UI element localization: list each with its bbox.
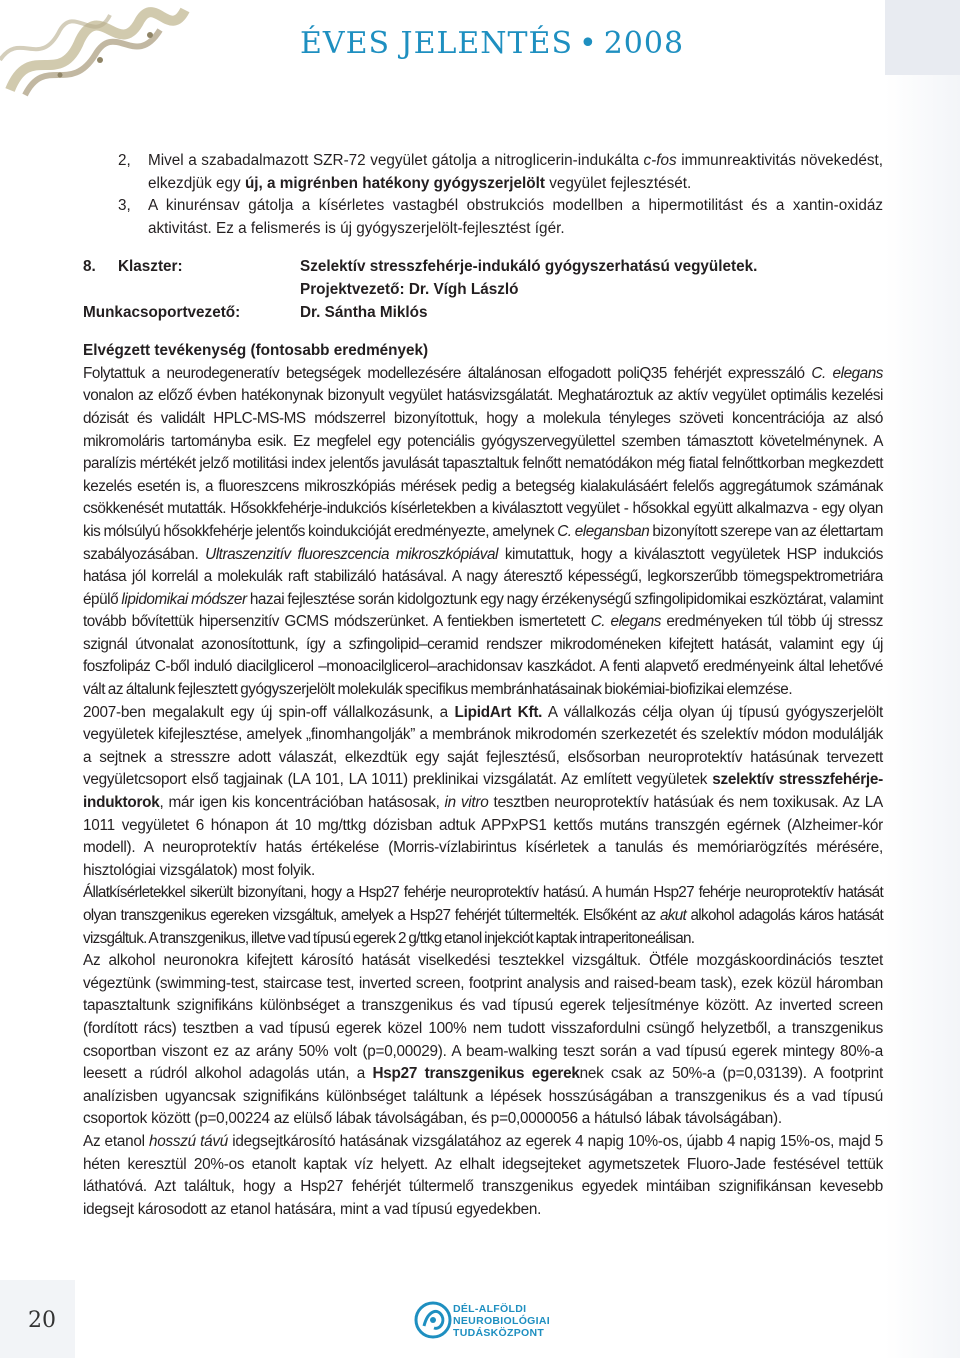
text-run: Állatkísérletekkel sikerült bizonyítani, hogy a Hsp27 fehérje neuroprotektív hatású. A humán Hsp27 fehérje neuroprotektív hatását olyan transzgenikus egereken vizsgáltuk, amelyek a Hsp27 fehérjét túltermelték. Elsőként az <box>83 884 883 924</box>
report-title <box>300 26 684 61</box>
paragraph <box>83 702 883 883</box>
italic-run: Ultraszenzitív fluoreszcencia mikroszkópiával <box>205 545 498 563</box>
page-content <box>83 150 883 1221</box>
bold-run: LipidArt Kft. <box>454 703 543 721</box>
section-title: Elvégzett tevékenység (fontosabb eredmények) <box>83 342 429 360</box>
paragraph <box>83 363 883 702</box>
text-run: alkohol adagolás káros hatását vizsgáltuk. A transzgenikus, illetve vad típusú egerek 2 g/ttkg etanol injekciót kaptak intraperitoneálisan. <box>83 907 883 947</box>
institute-logo-text <box>453 1303 550 1339</box>
list-item-number: 2, <box>118 152 131 169</box>
text-run: Folytattuk a neurodegeneratív betegségek modellezésére általánosan elfogadott poliQ35 fehérjét expresszáló <box>83 364 812 382</box>
bold-run: új, a migrénben hatékony gyógyszerjelölt <box>244 174 545 192</box>
paragraph <box>83 1131 883 1221</box>
text-run: tesztben neuroprotektív hatásúak és nem toxikusak. Az LA 1011 vegyületet 6 hónapon át 10 mg/ttkg dózisban adtuk APPxPS1 kettős mutáns transzgén egérnek (Alzheimer-kór modell). A neuroprotektív hatás értékelése (Morris-vízlabirintus kísérletek a tanulás és memóriarögzítés mérésére, hisztológiai vizsgálatok) most folyik. <box>83 794 883 879</box>
text-run: bizonyított szerepe van az élettartam szabályozásában. <box>83 522 883 563</box>
text-run: 2007-ben megalakult egy új spin-off vállalkozásunk, a <box>83 703 455 721</box>
text-run: Az alkohol neuronokra kifejtett károsító hatását viselkedési tesztekkel vizsgáltuk. Ötféle mozgáskoordinációs tesztet végeztünk (swimming-test, staircase test, inverted screen, footprint analysis and raised-beam task), ezek közül háromban tapasztaltunk szignifikáns különbséget a transzgenikus és vad típusú egerek teljesítménye között. Az inverted screen (fordított rács) tesztben a vad típusú egerek közel 100% nem tudott visszafordulni csüngő helyzetből, a transzgenikus csoportban viszont ez az arány 50% volt (p=0,00029). A beam-walking teszt során a vad típusú egerek mintegy 80%-a leesett a rúdról alkohol adagolás után, a <box>83 952 883 1083</box>
decorative-corner <box>885 0 960 75</box>
logo-line-2: NEUROBIOLÓGIAI <box>453 1315 550 1327</box>
italic-run: C. elegansban <box>557 522 650 540</box>
cluster-block <box>83 256 883 324</box>
bold-run: Hsp27 transzgenikus egerek <box>372 1065 580 1083</box>
text-run: A kinurénsav gátolja a kísérletes vastagbél obstrukciós modellben a hipermotilitást és a xantin-oxidáz aktivitást. Ez a felismerés is új gyógyszerjelölt-fejlesztést ígér. <box>148 197 883 237</box>
italic-run: c-fos <box>643 152 677 169</box>
italic-run: C. elegans <box>811 364 883 382</box>
text-run: Mivel a szabadalmazott SZR-72 vegyület gátolja a nitroglicerin-indukálta <box>148 152 644 169</box>
protein-ribbon-illustration <box>0 0 230 100</box>
cluster-row-leader <box>83 279 883 302</box>
report-year: 2008 <box>603 26 685 61</box>
text-run: nek csak az 50%-a (p=0,03139). A footprint analízisben ugyancsak szignifikáns különbséget találtunk a lépések hosszúságában a transzgenikus és a vad típusú csoportok között (p=0,00224 az elülső lábak távolságában, és p=0,0000056 a hátulsó lábak távolságában). <box>83 1065 884 1128</box>
text-run: eredményeken túl több új stressz szignál útvonalat azonosítottunk, így a szfingolipid–ceramid rendszer mikrodoméneken kifejtett hatását, valamint egy új foszfolipáz C-ből induló diacilglicerol –monoacilglicerol–arachidonsav kaszkádot. A fenti alapvető eredményeink által lehetővé vált az általunk fejlesztett gyógyszerjelölt molekulák specifikus membránhatásainak biokémiai-biofizikai elemzése. <box>83 613 883 699</box>
list-item <box>83 150 883 195</box>
italic-run: akut <box>659 907 687 924</box>
text-run: immunreaktivitás növekedést, elkezdjük egy <box>148 152 883 192</box>
logo-line-3: TUDÁSKÖZPONT <box>453 1327 545 1339</box>
paragraph <box>83 950 883 1131</box>
italic-run: lipidomikai módszer <box>121 590 247 608</box>
cluster-row-group <box>83 302 883 325</box>
paragraph <box>83 882 883 950</box>
list-item <box>83 195 883 240</box>
bold-run: szelektív stresszfehérje-induktorok <box>83 771 883 812</box>
text-run: idegsejtkárosító hatásának vizsgálatához az egerek 4 napig 10%-os, újabb 4 napig 15%-os, majd 5 héten keresztül 20%-os etanolt kaptak víz helyett. Az elhalt idegsejteket agymetszetek Fluoro-Jade festésével tettük láthatóvá. Azt találtuk, hogy a Hsp27 fehérjét túltermelő transzgenikus egyedek mintáiban szignifikánsan kevesebb idegsejt károsodott az etanol hatására, mint a vad típusú egyedekben. <box>83 1132 883 1218</box>
numbered-list <box>83 150 883 240</box>
cluster-title: Szelektív stresszfehérje-indukáló gyógyszerhatású vegyületek. <box>300 258 758 276</box>
project-leader-name: Dr. Vígh László <box>408 280 519 298</box>
cluster-row-title <box>83 256 883 279</box>
text-run: vonalon az előző évben hatékonynak bizonyult vegyület hatásvizsgálatát. Meghatároztuk az aktív vegyület optimális kezelési dózisát és validált HPLC-MS-MS módszerrel bizonyítottuk, hogy a molekula tényleges szöveti koncentrációja az alsó mikromoláris tartományba esik. Ez megfelel egy potenciális gyógyszervegyülettel szemben támasztott követelménynek. A paralízis mértékét jelző motilitási index jelentős javulását tapasztaltuk felnőtt nematódákon még fiatal felnőttkorban megkezdett kezelés esetén is, a fluoreszcens mikroszkópiás mérések pedig a betegség kialakulásáért felelős aggregátumok számának csökkenését mutatták. Hősokkfehérje-indukciós kísérletekben a kiválasztott vegyület - hősokkal együtt alkalmazva - egy olyan kis mólsúlyú hősokkfehérje jelentős koindukcióját eredményezte, amelynek <box>83 387 883 540</box>
title-separator: • <box>579 26 598 61</box>
italic-run: hosszú távú <box>148 1132 229 1150</box>
group-leader-label: Munkacsoportvezető: <box>83 303 241 321</box>
list-item-text <box>148 195 883 240</box>
report-title-text: ÉVES JELENTÉS <box>300 26 574 61</box>
cluster-number: 8. <box>83 258 96 276</box>
decorative-side-strip <box>885 0 960 1358</box>
logo-line-1: DÉL-ALFÖLDI <box>453 1303 527 1315</box>
text-run: hazai fejlesztése során kidolgoztunk egy nagy érzékenységű szfingolipidomikai eszköztárat, valamint tovább bővítettük hipersenzitív GCMS módszerünket. A fentiekben ismertetett <box>83 590 883 631</box>
text-run: A vállalkozás célja olyan új típusú gyógyszerjelölt vegyületek kifejlesztése, amelyek „finomhangolják” a membránok mikrodomén szerkezetét és szelektív módon modulálják a sejtnek a stresszre adott válaszát, elkezdtük egy saját fejlesztésű, elsősorban neuroprotektív hatásúnak tervezett vegyületcsoport első tagjainak (LA 101, LA 1011) preklinikai vizsgálatát. Az említett vegyületek <box>83 703 883 789</box>
list-item-text <box>148 150 883 195</box>
cluster-label: Klaszter: <box>118 258 183 276</box>
body-text <box>83 363 883 1222</box>
text-run: , már igen kis koncentrációban hatásosak, <box>159 794 445 812</box>
text-run: Az etanol <box>83 1132 149 1150</box>
italic-run: in vitro <box>444 794 489 812</box>
text-run: vegyület fejlesztését. <box>545 174 692 192</box>
list-item-number: 3, <box>118 197 131 215</box>
italic-run: C. elegans <box>590 613 661 631</box>
text-run: kimutattuk, hogy a kiválasztott vegyületek HSP indukciós hatása jól korrelál a molekulák raft stabilizáló hatásával. A nagy áteresztő képességű, legkorszerűbb tömegspektrometriára épülő <box>83 545 883 608</box>
project-leader-label: Projektvezető: <box>300 280 405 298</box>
page-number: 20 <box>28 1308 56 1333</box>
group-leader-name: Dr. Sántha Miklós <box>300 303 428 321</box>
